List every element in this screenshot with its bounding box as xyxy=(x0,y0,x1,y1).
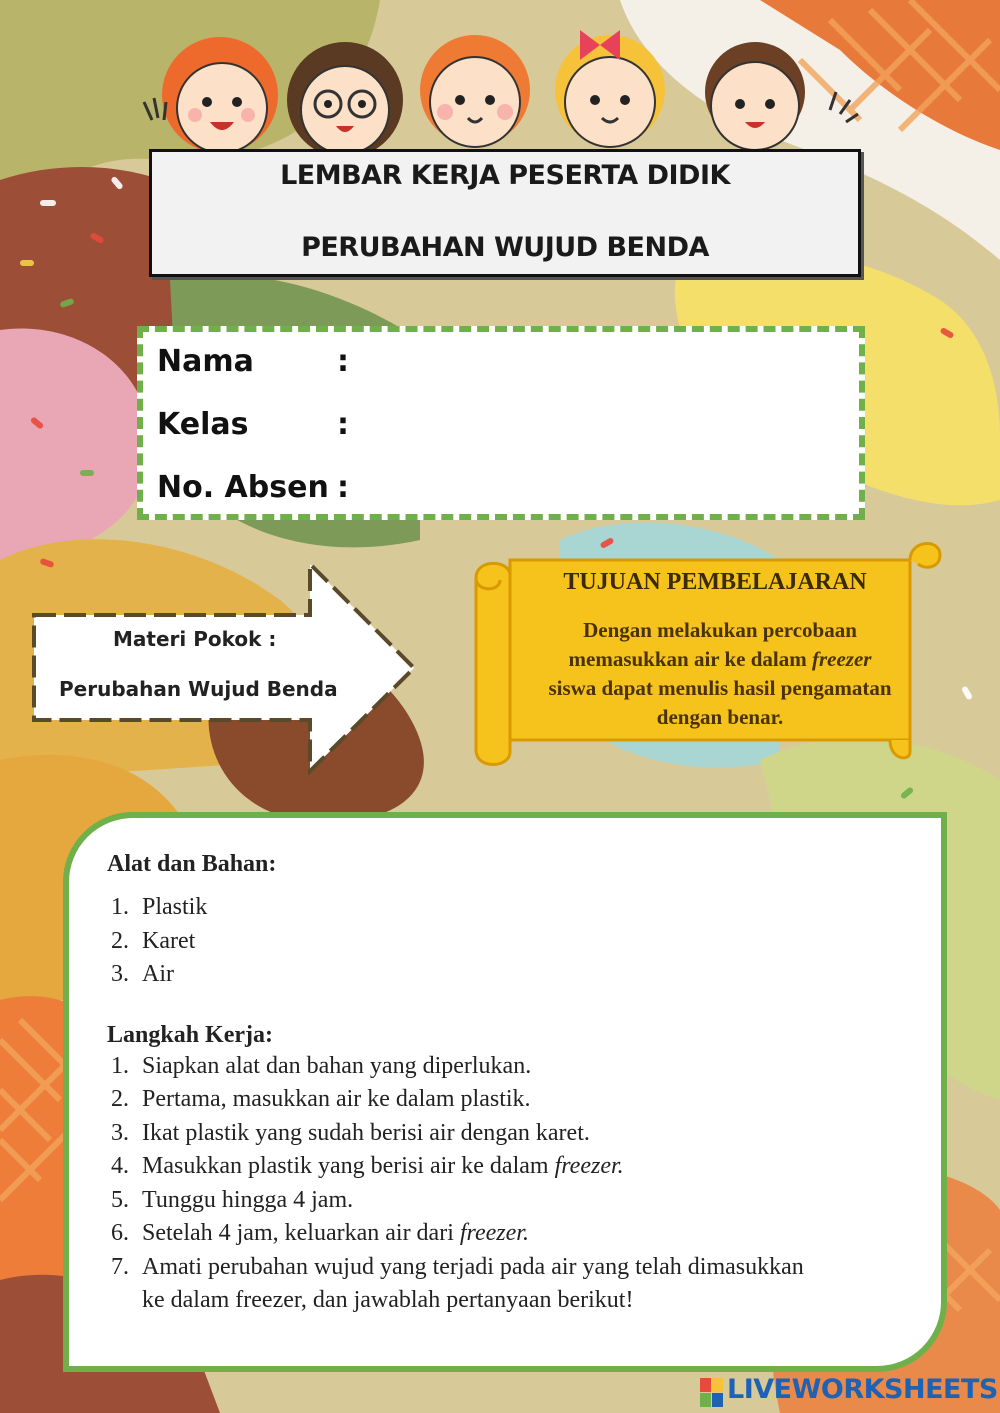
list-text: Karet xyxy=(142,927,196,954)
list-text: Tunggu hingga 4 jam. xyxy=(142,1186,354,1213)
list-item xyxy=(107,891,927,925)
materi-arrow-shape xyxy=(30,560,420,775)
list-item xyxy=(107,1251,927,1318)
kelas-input[interactable] xyxy=(373,404,843,448)
list-item xyxy=(107,1117,927,1151)
list-item xyxy=(107,1217,927,1251)
langkah-kerja-heading: Langkah Kerja: xyxy=(107,1021,274,1048)
no-absen-input[interactable] xyxy=(373,466,843,510)
child-1-icon xyxy=(144,37,278,153)
list-text: Amati perubahan wujud yang terjadi pada air yang telah dimasukkan xyxy=(142,1253,804,1280)
list-number: 1. xyxy=(111,894,129,920)
child-2-icon xyxy=(287,42,403,158)
tujuan-line-2-plain: memasukkan air ke dalam xyxy=(568,647,812,671)
list-number: 2. xyxy=(111,927,129,954)
list-item xyxy=(107,1050,927,1084)
list-text-continued: ke dalam freezer, dan jawablah pertanyaan berikut! xyxy=(142,1287,634,1313)
kelas-colon: : xyxy=(337,407,349,442)
child-3-icon xyxy=(420,35,530,147)
list-number: 6. xyxy=(111,1220,129,1246)
liveworksheets-logo-icon xyxy=(700,1378,724,1408)
list-text: Masukkan plastik yang berisi air ke dalam xyxy=(142,1153,555,1179)
list-item xyxy=(107,1150,927,1184)
child-5-icon xyxy=(705,42,858,150)
tujuan-line-1: Dengan melakukan percobaan xyxy=(583,618,857,642)
title-box xyxy=(149,149,861,277)
child-4-icon xyxy=(555,30,665,147)
list-text: Air xyxy=(142,961,174,987)
list-number: 1. xyxy=(111,1052,129,1079)
list-text: Ikat plastik yang sudah berisi air dengan karet. xyxy=(142,1119,590,1146)
nama-colon: : xyxy=(337,344,349,379)
nama-label: Nama xyxy=(157,344,254,379)
list-text: Plastik xyxy=(142,894,208,920)
tujuan-body xyxy=(505,616,935,732)
tujuan-line-2 xyxy=(505,645,935,674)
list-text-italic: freezer. xyxy=(459,1220,529,1246)
kelas-label: Kelas xyxy=(157,407,249,442)
children-illustration xyxy=(140,10,860,160)
list-number: 7. xyxy=(111,1253,129,1280)
list-number: 5. xyxy=(111,1186,129,1213)
no-absen-label: No. Absen xyxy=(157,470,329,505)
no-absen-colon: : xyxy=(337,470,349,505)
tujuan-title: TUJUAN PEMBELAJARAN xyxy=(563,569,867,595)
alat-bahan-list xyxy=(107,891,927,992)
tujuan-line-3: siswa dapat menulis hasil pengamatan xyxy=(548,676,892,700)
instructions-content xyxy=(107,851,927,1318)
list-item xyxy=(107,958,927,992)
student-identity-box xyxy=(137,326,865,520)
list-text: Setelah 4 jam, keluarkan air dari xyxy=(142,1220,460,1246)
title-line-2: PERUBAHAN WUJUD BENDA xyxy=(301,232,709,263)
list-number: 4. xyxy=(111,1153,129,1179)
list-text: Siapkan alat dan bahan yang diperlukan. xyxy=(142,1052,532,1079)
liveworksheets-logo-text[interactable]: LIVEWORKSHEETS xyxy=(727,1374,998,1405)
list-number: 3. xyxy=(111,961,129,987)
tujuan-line-2-italic: freezer xyxy=(812,647,872,671)
list-item xyxy=(107,1083,927,1117)
list-item xyxy=(107,925,927,959)
nama-input[interactable] xyxy=(373,342,843,386)
tujuan-line-4: dengan benar. xyxy=(656,705,784,729)
langkah-kerja-list xyxy=(107,1050,927,1318)
materi-topic: Perubahan Wujud Benda xyxy=(59,677,338,701)
materi-label: Materi Pokok : xyxy=(113,627,277,651)
list-text-italic: freezer. xyxy=(554,1153,624,1179)
list-text: Pertama, masukkan air ke dalam plastik. xyxy=(142,1086,531,1112)
list-number: 3. xyxy=(111,1119,129,1146)
alat-bahan-heading: Alat dan Bahan: xyxy=(107,851,277,877)
list-item xyxy=(107,1184,927,1218)
title-line-1: LEMBAR KERJA PESERTA DIDIK xyxy=(280,160,730,191)
list-number: 2. xyxy=(111,1086,129,1112)
